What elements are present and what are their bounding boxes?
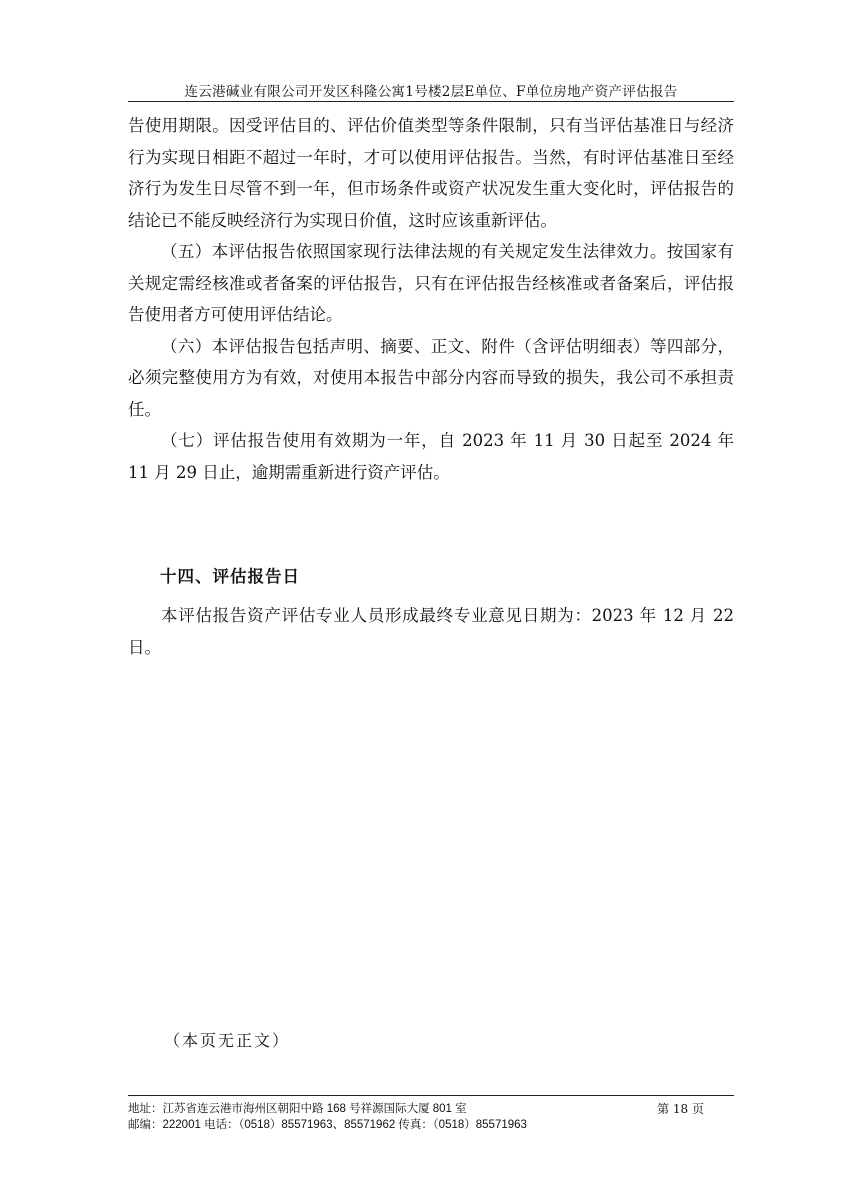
- section-report-date-body: [128, 600, 734, 663]
- report-date-paragraph: 本评估报告资产评估专业人员形成最终专业意见日期为：2023 年 12 月 22 日。: [128, 606, 734, 657]
- section-heading-report-date: 十四、评估报告日: [160, 567, 300, 586]
- paragraph-item-6: （六）本评估报告包括声明、摘要、正文、附件（含评估明细表）等四部分，必须完整使用方为有效，对使用本报告中部分内容而导致的损失，我公司不承担责任。: [128, 336, 734, 419]
- paragraph-item-7: （七）评估报告使用有效期为一年，自 2023 年 11 月 30 日起至 2024 年 11 月 29 日止，逾期需重新进行资产评估。: [128, 431, 734, 482]
- footer-address: 地址：江苏省连云港市海州区朝阳中路 168 号祥源国际大厦 801 室: [128, 1103, 467, 1115]
- footer-divider: [128, 1095, 734, 1096]
- paragraph-item-5: （五）本评估报告依照国家现行法律法规的有关规定发生法律效力。按国家有关规定需经核准或者备案的评估报告，只有在评估报告经核准或者备案后，评估报告使用者方可使用评估结论。: [128, 242, 734, 324]
- page-footer: [128, 1101, 734, 1133]
- report-body: [128, 110, 734, 488]
- no-body-note: （本页无正文）: [164, 1031, 291, 1050]
- page-number: 第 18 页: [657, 1102, 704, 1116]
- footer-contact: 邮编：222001 电话：（0518）85571963、85571962 传真：（0518）85571963: [128, 1119, 527, 1131]
- paragraph-continuation: 告使用期限。因受评估目的、评估价值类型等条件限制，只有当评估基准日与经济行为实现日相距不超过一年时，才可以使用评估报告。当然，有时评估基准日至经济行为发生日尽管不到一年，但市场条件或资产状况发生重大变化时，评估报告的结论已不能反映经济行为实现日价值，这时应该重新评估。: [128, 116, 734, 230]
- header-divider: [128, 101, 734, 102]
- page-header-title: 连云港碱业有限公司开发区科隆公寓1号楼2层E单位、F单位房地产资产评估报告: [184, 84, 678, 100]
